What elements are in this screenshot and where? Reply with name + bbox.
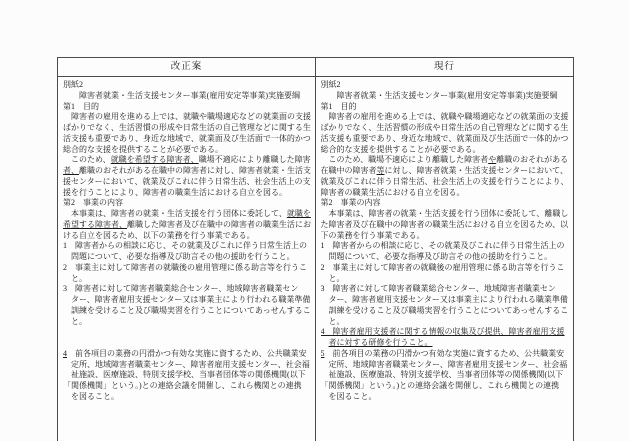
- text-line: [321, 134, 570, 145]
- text-line: [321, 177, 570, 188]
- text-line: [63, 80, 311, 91]
- text-segment: 祉施設、医療施設、特別支援学校、当事者団体等の関係機関(以下: [63, 370, 306, 380]
- text-segment: た障害者及び在職中の障害者の職業生活における自立を図るため、以: [320, 219, 569, 229]
- text-segment: [321, 338, 329, 347]
- text-line: [63, 188, 311, 199]
- text-segment: 第2 事業の内容: [320, 198, 381, 208]
- text-segment: 祉施設、医療施設、特別支援学校、当事者団体等の関係機関(以下: [320, 370, 564, 380]
- text-line: [63, 349, 311, 360]
- text-line: [321, 295, 570, 306]
- revision-marked-text: 等: [376, 166, 385, 175]
- text-segment: 2 事業主に対して障害者の就職後の雇用管理に係る助言等を行うこ: [63, 262, 307, 272]
- text-line: [321, 252, 570, 263]
- revision-marked-text: 就職を希望する障害者、: [110, 155, 199, 165]
- text-segment: と。: [320, 273, 345, 283]
- text-segment: このため、職場不適応により離職した障害者: [320, 155, 489, 165]
- text-line: [63, 145, 311, 156]
- text-line: [63, 360, 311, 371]
- text-segment: と。: [63, 273, 87, 283]
- text-line: [321, 381, 570, 392]
- text-line: [321, 241, 570, 252]
- text-line: [63, 241, 311, 252]
- text-line: [63, 177, 311, 188]
- text-line: [321, 360, 570, 371]
- revision-marked-text: 5: [320, 348, 325, 358]
- text-segment: 定所、地域障害者職業センター、障害者雇用支援センター、社会福: [63, 359, 310, 369]
- text-segment: 総合的な支援を提供することが必要である。: [63, 144, 223, 154]
- text-line: [321, 274, 570, 285]
- text-line: [63, 370, 311, 381]
- text-line: [321, 263, 570, 274]
- text-segment: 援センターにおいて、就業及びこれに伴う日常生活、社会生活上の支: [63, 176, 311, 186]
- text-line: [321, 220, 570, 231]
- text-segment: 別紙2: [63, 80, 83, 89]
- text-segment: 「関係機関」という。)との連絡会議を開催し、これら機関との連携: [320, 381, 560, 390]
- text-segment: 第2 事業の内容: [63, 198, 123, 208]
- text-segment: を図ること。: [63, 391, 119, 401]
- revision-marked-text: 希望する障害者、: [63, 219, 127, 229]
- text-line: [63, 295, 311, 306]
- text-segment: 問題について、必要な指導及び助言その他の援助を行うこと。: [320, 252, 553, 261]
- text-segment: と。: [63, 316, 87, 326]
- text-segment: ター、障害者雇用支援センター又は事業主により行われる職業準備: [320, 295, 568, 304]
- text-line: [63, 123, 311, 134]
- text-segment: 第1 目的: [320, 101, 357, 111]
- text-line: [63, 112, 311, 123]
- text-segment: 本事業は、障害者の就業・生活支援を行う団体に委託して、離職し: [320, 209, 569, 218]
- text-line: [321, 306, 570, 317]
- text-line: [321, 80, 570, 91]
- text-segment: 職場不適応により離職した障害: [198, 155, 311, 165]
- current-column-text: [316, 77, 574, 441]
- text-line: [321, 284, 570, 295]
- text-segment: 障害者就業・生活支援センター事業(雇用安定等事業)実施要綱: [320, 90, 558, 100]
- amendment-column-text: [58, 77, 316, 441]
- text-segment: 1 障害者からの相談に応じ、その就業及びこれに伴う日常生活上の: [320, 241, 565, 251]
- text-segment: 前各項目の業務の円滑かつ有効な実施に資するため、公共職業安: [67, 348, 307, 358]
- text-segment: 本事業は、障害者の就業・生活支援を行う団体に委託して、: [63, 209, 287, 218]
- text-segment: 定所、地域障害者職業センター、障害者雇用支援センター、社会福: [320, 359, 568, 369]
- text-line: [63, 91, 311, 102]
- text-line: [63, 306, 311, 317]
- text-segment: ばかりでなく、生活習慣の形成や日常生活の自己管理などに関する生: [63, 123, 311, 132]
- text-segment: 障害者の職業生活における自立を図る。: [320, 187, 465, 197]
- text-line: [63, 155, 311, 166]
- text-segment: ける自立を図るため、以下の業務を行う事業である。: [63, 230, 255, 240]
- text-segment: このため、: [63, 155, 111, 165]
- text-segment: 訓練を受けること及び職場実習を行うことについてあっせんするこ: [320, 305, 569, 315]
- text-segment: 活支援も重要であり、身近な地域で、就業面及び生活面で一体的かつ: [63, 133, 311, 143]
- text-line: [321, 209, 570, 220]
- text-line: [321, 370, 570, 381]
- text-line: [63, 392, 311, 403]
- text-line: [63, 381, 311, 392]
- text-segment: 障害者の雇用を進める上では、就職や職場適応などの就業面の支援: [320, 112, 569, 122]
- table-header-row: [58, 58, 573, 77]
- revision-marked-text: 者、: [63, 166, 79, 175]
- text-line: [321, 327, 570, 338]
- text-line: [321, 102, 570, 113]
- revision-marked-text: 就職を: [286, 209, 311, 218]
- text-segment: 第1 目的: [63, 101, 99, 111]
- text-segment: 1 障害者からの相談に応じ、その就業及びこれに伴う日常生活上の: [63, 241, 307, 251]
- text-line: [63, 231, 311, 242]
- text-line: [321, 123, 570, 134]
- text-line: [63, 338, 311, 349]
- revision-marked-text: 者に対する研修を行うこと。: [328, 338, 433, 347]
- text-segment: を図ること。: [320, 391, 377, 401]
- text-line: [63, 274, 311, 285]
- text-line: [63, 166, 311, 177]
- text-segment: 3 障害者に対して障害者職業総合センター、地域障害者職業セン: [320, 284, 556, 294]
- text-segment: に対し、障害者就業・生活支援センターにおいて、: [384, 166, 569, 175]
- text-line: [63, 134, 311, 145]
- text-line: [321, 231, 570, 242]
- text-segment: 障害者の雇用を進める上では、就職や職場適応などの就業面の支援: [63, 112, 311, 122]
- text-segment: 問題について、必要な指導及び助言その他の援助を行うこと。: [63, 252, 295, 261]
- text-segment: 3 障害者に対して障害者職業総合センター、地域障害者職業セン: [63, 284, 299, 294]
- text-segment: と。: [320, 316, 345, 326]
- text-segment: 下の業務を行う事業である。: [320, 230, 425, 240]
- text-segment: 離職した障害者及び在職中の障害者の職業生活にお: [127, 219, 311, 229]
- text-segment: 総合的な支援を提供することが必要である。: [320, 144, 481, 154]
- text-segment: 離職のおそれがある在職中の障害者に対し、障害者就業・生活支: [79, 166, 311, 175]
- text-line: [63, 102, 311, 113]
- text-line: [63, 263, 311, 274]
- text-line: [63, 252, 311, 263]
- text-segment: 前各項目の業務の円滑かつ有効な実施に資するため、公共職業安: [324, 348, 565, 358]
- text-segment: ばかりでなく、生活習慣の形成や日常生活の自己管理などに関する生: [320, 123, 569, 132]
- text-line: [321, 155, 570, 166]
- text-line: [321, 392, 570, 403]
- text-line: [63, 327, 311, 338]
- header-amendment-column: 改正案: [58, 58, 316, 76]
- revision-marked-text: や: [488, 155, 497, 165]
- text-segment: 活支援も重要であり、身近な地域で、就業面及び生活面で一体的かつ: [320, 133, 569, 143]
- text-segment: 援を行うことにより、障害者の職業生活における自立を図る。: [63, 187, 287, 197]
- text-line: [321, 349, 570, 360]
- text-line: [63, 317, 311, 328]
- text-segment: 離職のおそれがある: [496, 155, 569, 165]
- text-line: [321, 112, 570, 123]
- text-line: [321, 91, 570, 102]
- comparison-table: [57, 57, 574, 441]
- table-body-row: [58, 77, 573, 441]
- revision-marked-text: 4: [63, 348, 67, 358]
- text-line: [321, 338, 570, 349]
- text-segment: 別紙2: [320, 80, 341, 89]
- text-line: [63, 209, 311, 220]
- text-segment: 障害者就業・生活支援センター事業(雇用安定等事業)実施要綱: [63, 90, 301, 100]
- text-line: [63, 220, 311, 231]
- text-line: [321, 188, 570, 199]
- text-segment: ター、障害者雇用支援センター又は事業主により行われる職業準備: [63, 295, 311, 304]
- text-segment: 就業及びこれに伴う日常生活、社会生活上の支援を行うことにより、: [320, 176, 569, 186]
- text-line: [321, 198, 570, 209]
- text-line: [321, 317, 570, 328]
- text-line: [63, 284, 311, 295]
- revision-marked-text: 4 障害者雇用支援者に関する情報の収集及び提供、障害者雇用支援: [320, 327, 565, 337]
- text-line: [321, 145, 570, 156]
- text-segment: 「関係機関」という。)との連絡会議を開催し、これら機関との連携: [63, 381, 302, 390]
- text-segment: 訓練を受けること及び職場実習を行うことについてあっせんするこ: [63, 305, 311, 315]
- text-line: [63, 198, 311, 209]
- text-segment: 2 事業主に対して障害者の就職後の雇用管理に係る助言等を行うこ: [320, 262, 565, 272]
- text-segment: 在職中の障害者: [320, 166, 377, 175]
- header-current-column: 現行: [433, 62, 455, 72]
- text-line: [321, 166, 570, 177]
